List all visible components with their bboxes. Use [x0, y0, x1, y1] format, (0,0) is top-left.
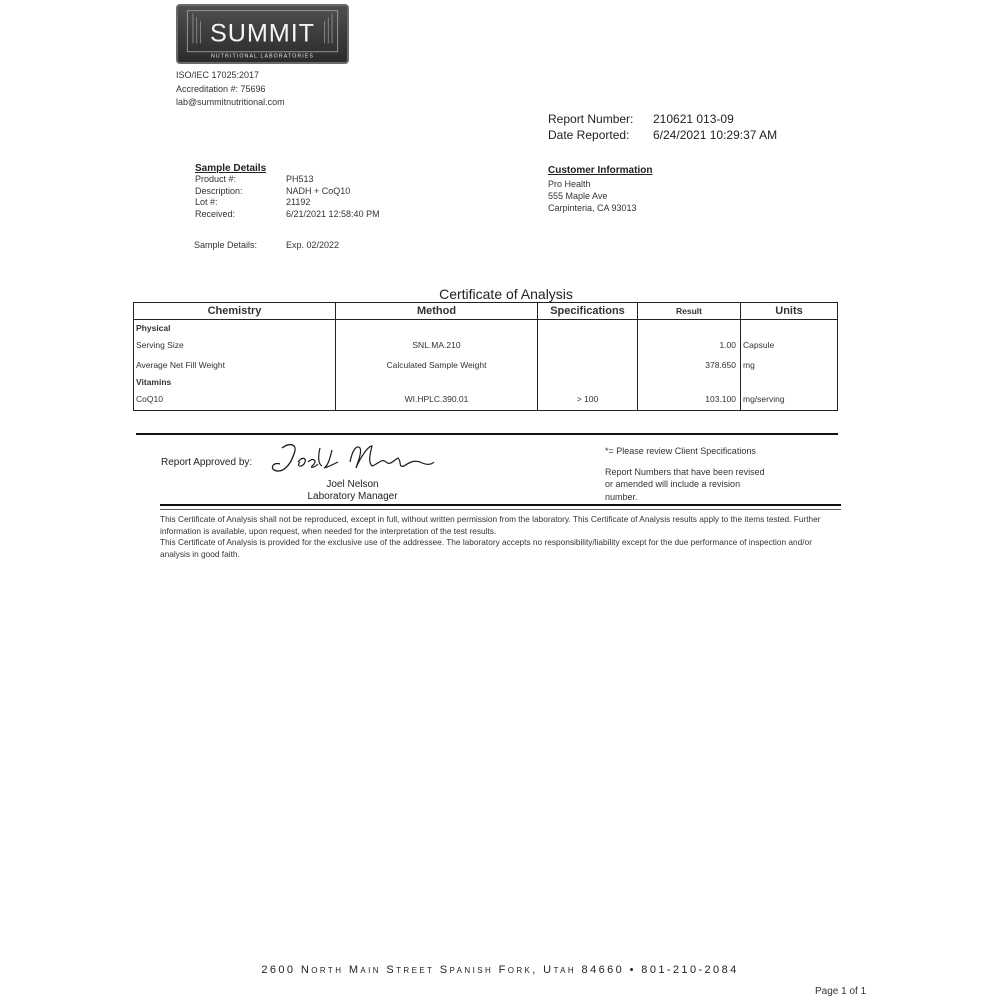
- report-number-value: 210621 013-09: [653, 112, 734, 126]
- spec-cell: [538, 335, 637, 355]
- group-vitamins: Vitamins: [136, 377, 172, 387]
- disclaimer: [160, 514, 840, 560]
- header-result: Result: [638, 303, 741, 320]
- customer-city: Carpinteria, CA 93013: [548, 203, 637, 213]
- customer-name: Pro Health: [548, 179, 591, 189]
- signature-image: [268, 440, 438, 480]
- iso-standard: ISO/IEC 17025:2017: [176, 70, 260, 80]
- result-column: [638, 320, 741, 411]
- revision-note: Report Numbers that have been revised or amended will include a revision number.: [605, 466, 765, 502]
- lot-value: 21192: [286, 197, 311, 207]
- units-cell: mg: [743, 360, 755, 370]
- received-row: [195, 209, 380, 221]
- certificate-title: Certificate of Analysis: [439, 286, 573, 302]
- method-cell: WI.HPLC.390.01: [404, 394, 469, 404]
- header-units: Units: [741, 303, 838, 320]
- approved-by-label: Report Approved by:: [161, 457, 253, 468]
- units-cell: Capsule: [743, 340, 775, 350]
- results-header-row: [134, 303, 838, 320]
- product-value: PH513: [286, 174, 314, 184]
- method-cell: SNL.MA.210: [412, 340, 461, 350]
- sample-details: [195, 163, 380, 220]
- lot-label: Lot #:: [195, 197, 218, 207]
- footer-address: 2600 North Main Street Spanish Fork, Utah 84660 • 801-210-2084: [261, 964, 739, 976]
- date-reported-label: Date Reported:: [548, 128, 630, 142]
- date-reported-row: [548, 127, 777, 143]
- header-chemistry: Chemistry: [134, 303, 336, 320]
- received-value: 6/21/2021 12:58:40 PM: [286, 208, 380, 219]
- header-method: Method: [336, 303, 538, 320]
- disclaimer-paragraph: This Certificate of Analysis is provided for the exclusive use of the addressee. The laboratory accepts no responsibility/liability except for the due performance of inspection and/or analysis in good faith.: [160, 537, 812, 559]
- signer-block: [290, 479, 415, 503]
- spec-cell: [538, 355, 637, 375]
- accreditation-number: Accreditation #: 75696: [176, 83, 266, 94]
- lab-info: [176, 69, 285, 110]
- spec-cell: > 100: [576, 394, 599, 404]
- units-cell: mg/serving: [743, 394, 785, 404]
- lab-email: lab@summitnutritional.com: [176, 97, 285, 107]
- divider: [136, 433, 838, 435]
- results-table: [133, 302, 838, 411]
- divider: [160, 509, 841, 510]
- received-label: Received:: [195, 208, 236, 219]
- report-number-row: [548, 111, 777, 127]
- sample-details-title: Sample Details: [195, 163, 267, 174]
- summit-logo: [176, 4, 349, 64]
- customer-title: Customer Information: [548, 165, 653, 176]
- method-column: [336, 320, 538, 411]
- description-value: NADH + CoQ10: [286, 185, 351, 196]
- signer-name: Joel Nelson: [326, 479, 379, 490]
- sample-extra-value: Exp. 02/2022: [286, 240, 340, 250]
- specifications-column: [538, 320, 638, 411]
- logo-name: SUMMIT: [210, 19, 315, 48]
- disclaimer-paragraph: This Certificate of Analysis shall not be reproduced, except in full, without written permission from the laboratory. This Certificate of Analysis results apply to the items tested. Further information is available, upon request, when needed for the interpretation of the test results.: [160, 514, 821, 536]
- client-spec-note: *= Please review Client Specifications: [605, 446, 756, 456]
- result-cell: 1.00: [719, 340, 736, 350]
- result-cell: 103.100: [705, 394, 736, 404]
- method-cell: Calculated Sample Weight: [386, 360, 487, 370]
- chemistry-cell: CoQ10: [136, 394, 163, 404]
- chemistry-column: [134, 320, 336, 411]
- report-number-label: Report Number:: [548, 112, 634, 126]
- group-physical: Physical: [136, 323, 171, 333]
- product-row: [195, 174, 380, 186]
- product-label: Product #:: [195, 174, 237, 184]
- sample-extra-row: [194, 240, 339, 250]
- results-body: [134, 320, 838, 411]
- page-number: Page 1 of 1: [815, 986, 867, 997]
- divider: [160, 504, 841, 506]
- lot-row: [195, 197, 380, 209]
- summit-logo-graphic: [178, 6, 347, 62]
- date-reported-value: 6/24/2021 10:29:37 AM: [653, 128, 778, 142]
- header-specifications: Specifications: [538, 303, 638, 320]
- notes: [605, 445, 765, 503]
- result-cell: 378.650: [705, 360, 736, 370]
- customer-street: 555 Maple Ave: [548, 191, 608, 201]
- sample-extra-label: Sample Details:: [194, 240, 258, 250]
- signer-title: Laboratory Manager: [307, 491, 398, 502]
- chemistry-cell: Serving Size: [136, 340, 184, 350]
- description-row: [195, 186, 380, 198]
- chemistry-cell: Average Net Fill Weight: [136, 360, 225, 370]
- units-column: [741, 320, 838, 411]
- logo-tagline: NUTRITIONAL LABORATORIES: [210, 53, 315, 60]
- description-label: Description:: [195, 185, 243, 196]
- report-header: [548, 111, 777, 143]
- customer-information: [548, 165, 652, 214]
